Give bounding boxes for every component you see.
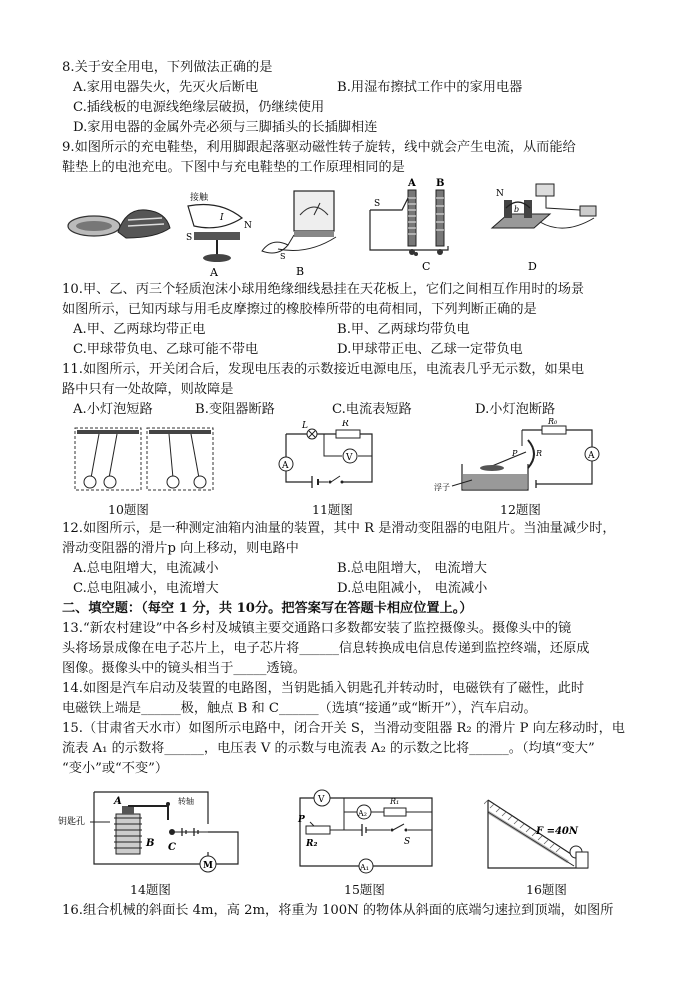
fig11-ammeter-label: A [282, 461, 289, 471]
q11-option-a: A.小灯泡短路 [73, 402, 153, 417]
fig16-incline [484, 794, 594, 876]
q13-line-1: 13.“新农村建设”中各乡村及城镇主要交通路口多数都安装了监控摄像头。摄像头中的镜 [62, 621, 572, 636]
fig15-r1-label: R₁ [390, 797, 400, 806]
q10-option-d: D.甲球带正电、乙球一定带负电 [337, 342, 523, 357]
fig12-float-label: 浮子 [434, 483, 450, 492]
q8-option-c: C.插线板的电源线绝缘层破损，仍继续使用 [73, 100, 325, 115]
q9-figure-d [484, 178, 604, 274]
fig15-circuit [292, 788, 442, 880]
fig11-circuit [272, 420, 392, 496]
q12-option-a: A.总电阻增大，电流减小 [73, 561, 219, 576]
fig-c-b-label: B [436, 178, 445, 189]
fig15-voltmeter-label: V [318, 795, 325, 805]
fig10-caption: 10题图 [108, 502, 149, 517]
q9-line-1: 9.如图所示的充电鞋垫，利用脚跟起落驱动磁性转子旋转，线中就会产生电流，从而能给 [62, 140, 576, 155]
fig14-a-label: A [114, 796, 122, 807]
q8-option-d: D.家用电器的金属外壳必须与三脚插头的长插脚相连 [73, 120, 378, 135]
section-2-heading: 二、填空题：（每空 1 分，共 10分。把答案写在答题卡相应位置上。） [62, 601, 473, 616]
fig14-caption: 14题图 [130, 882, 171, 897]
q9-line-2: 鞋垫上的电池充电。下图中与充电鞋垫的工作原理相同的是 [62, 160, 405, 175]
fig12-p-label: P [512, 449, 518, 458]
fig15-s-label: S [404, 837, 411, 847]
fig10-hanging-balls [73, 424, 223, 494]
fig-c-s-label: S [374, 199, 381, 209]
fig-a-current-label: I [220, 213, 224, 223]
fig-a-s-label: S [186, 233, 193, 243]
q16-line-1: 16.组合机械的斜面长 4m，高 2m，将重为 100N 的物体从斜面的底端匀速拉到顶端，如图所 [62, 903, 614, 918]
q11-option-c: C.电流表短路 [332, 402, 412, 417]
q10-option-b: B.甲、乙两球均带负电 [337, 322, 470, 337]
fig-c-a-label: A [408, 178, 416, 189]
fig15-a2-label: A₂ [358, 809, 367, 818]
q9-figure-a [180, 188, 260, 278]
fig11-r-label: R [342, 420, 349, 429]
q12-option-c: C.总电阻减小，电流增大 [73, 581, 219, 596]
q12-option-b: B.总电阻增大， 电流增大 [337, 561, 487, 576]
q10-option-a: A.甲、乙两球均带正电 [73, 322, 206, 337]
fig12-ammeter-label: A [588, 451, 595, 461]
fig15-a1-label: A₁ [360, 863, 369, 872]
fig14-keyhole-label: 钥匙孔 [58, 817, 86, 827]
q8-option-b: B.用湿布擦拭工作中的家用电器 [337, 80, 523, 95]
fig15-p-label: P [298, 815, 305, 825]
fig16-caption: 16题图 [526, 882, 567, 897]
q15-line-3: “变小”或“不变”） [62, 761, 169, 776]
fig11-voltmeter-label: V [346, 453, 353, 463]
q12-option-d: D.总电阻减小， 电流减小 [337, 581, 488, 596]
q11-option-d: D.小灯泡断路 [475, 402, 556, 417]
fig15-caption: 15题图 [344, 882, 385, 897]
fig12-caption: 12题图 [500, 502, 541, 517]
q9-figure-b [258, 185, 346, 277]
q10-line-1: 10.甲、乙、丙三个轻质泡沫小球用绝缘细线悬挂在天花板上，它们之间相互作用时的场景 [62, 282, 585, 297]
fig12-oil-gauge [432, 418, 608, 498]
fig11-l-label: L [302, 421, 308, 431]
fig14-motor-label: M [203, 861, 213, 871]
q10-line-2: 如图所示，已知丙球与用毛皮摩擦过的橡胶棒所带的电荷相同，下列判断正确的是 [62, 302, 537, 317]
q14-line-1: 14.如图是汽车启动及装置的电路图，当钥匙插入钥匙孔并转动时，电磁铁有了磁性，此时 [62, 681, 585, 696]
fig-a-n-label: N [244, 221, 252, 231]
q15-line-1: 15.（甘肃省天水市）如图所示电路中，闭合开关 S，当滑动变阻器 R₂ 的滑片 P 向左移动时，电 [62, 721, 625, 736]
q9-shoe-figure [66, 198, 176, 248]
fig-d-n-label: N [496, 189, 504, 199]
fig14-c-label: C [168, 842, 176, 853]
fig-a-label: A [210, 266, 218, 278]
fig14-car-starter [58, 784, 248, 876]
q8-option-a: A.家用电器失火，先灭火后断电 [73, 80, 259, 95]
q15-line-2: 流表 A₁ 的示数将______，电压表 V 的示数与电流表 A₂ 的示数之比将______。（均填“变大” [62, 741, 595, 756]
fig12-r0-label: R₀ [548, 418, 558, 426]
fig-d-label: D [528, 260, 537, 273]
q9-figure-c [364, 176, 454, 274]
fig11-caption: 11题图 [312, 502, 353, 517]
q11-line-1: 11.如图所示，开关闭合后，发现电压表的示数接近电源电压，电流表几乎无示数，如果电 [62, 362, 585, 377]
q10-option-c: C.甲球带负电、乙球可能不带电 [73, 342, 259, 357]
fig-d-b-label: b [514, 205, 520, 214]
q12-line-1: 12.如图所示，是一种测定油箱内油量的装置，其中 R 是滑动变阻器的电阻片。当油量减少时， [62, 521, 616, 536]
q14-line-2: 电磁铁上端是______极，触点 B 和 C______（选填“接通”或“断开”），汽车启动。 [62, 701, 537, 716]
fig-c-label: C [422, 260, 431, 273]
fig-a-contact-label: 接触 [190, 193, 209, 203]
q13-line-3: 图像。摄像头中的镜头相当于_____透镜。 [62, 661, 306, 676]
q11-line-2: 路中只有一处故障，则故障是 [62, 382, 234, 397]
fig-b-s-label: S [280, 252, 286, 261]
fig12-r-label: R [536, 449, 543, 458]
q12-line-2: 滑动变阻器的滑片p 向上移动，则电路中 [62, 541, 299, 556]
fig15-r2-label: R₂ [306, 839, 318, 849]
fig14-axis-label: 转轴 [178, 797, 194, 806]
fig14-b-label: B [146, 838, 155, 849]
q11-option-b: B.变阻器断路 [195, 402, 275, 417]
q13-line-2: 头将场景成像在电子芯片上，电子芯片将______信息转换成电信息传递到监控终端，还原成 [62, 641, 590, 656]
fig16-force-label: F =40N [536, 826, 579, 837]
q8-stem: 8.关于安全用电，下列做法正确的是 [62, 60, 273, 75]
fig-b-label: B [296, 265, 305, 277]
